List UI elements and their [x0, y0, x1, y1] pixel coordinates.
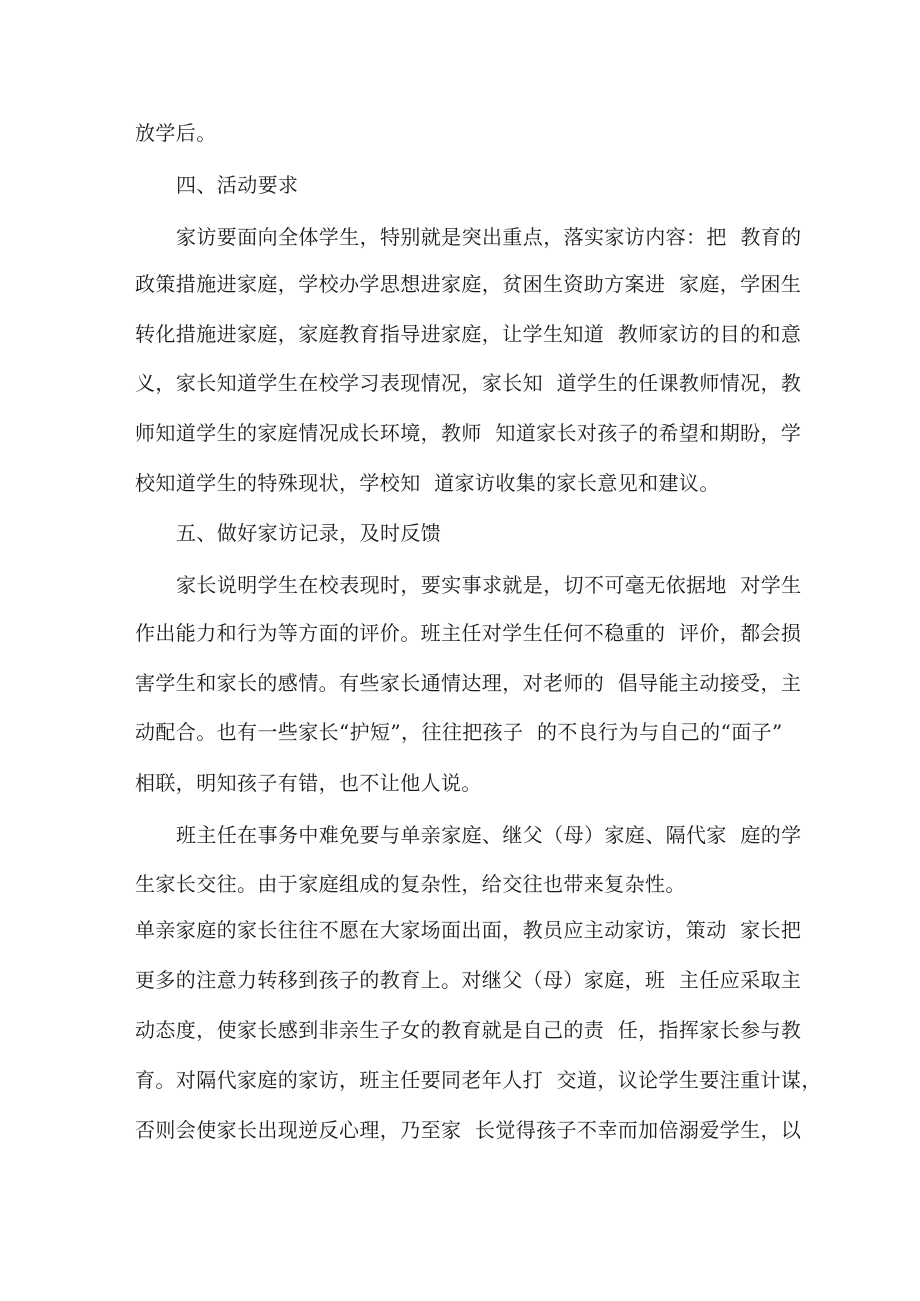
text-line: 生家长交往。由于家庭组成的复杂性，给交往也带来复杂性。 — [135, 872, 686, 896]
text-line: 义，家长知道学生在校学习表现情况，家长知 道学生的任课教师情况，教 — [135, 371, 802, 395]
text-line: 动配合。也有一些家长“护短”，往往把孩子 的不良行为与自己的“面子” — [135, 720, 783, 744]
text-line: 育。对隔代家庭的家访，班主任要同老年人打 交道，议论学生要注重计谋， — [135, 1068, 822, 1092]
text-line: 相联，明知孩子有错，也不让他人说。 — [135, 771, 482, 795]
text-line: 转化措施进家庭，家庭教育指导进家庭，让学生知道 教师家访的目的和意 — [135, 322, 802, 346]
section-heading: 四、活动要求 — [176, 173, 299, 197]
text-line: 作出能力和行为等方面的评价。班主任对学生任何不稳重的 评价，都会损 — [135, 621, 802, 645]
text-line: 师知道学生的家庭情况成长环境，教师 知道家长对孩子的希望和期盼，学 — [135, 421, 802, 445]
section-heading: 五、做好家访记录，及时反馈 — [176, 521, 442, 545]
text-line: 动态度，使家长感到非亲生子女的教育就是自己的责 任，指挥家长参与教 — [135, 1018, 802, 1042]
text-line: 单亲家庭的家长往往不愿在大家场面出面，教员应主动家访，策动 家长把 — [135, 918, 802, 942]
text-line: 放学后。 — [135, 121, 217, 145]
text-line: 否则会使家长出现逆反心理，乃至家 长觉得孩子不幸而加倍溺爱学生，以 — [135, 1118, 802, 1142]
text-line: 家访要面向全体学生，特别就是突出重点，落实家访内容：把 教育的 — [176, 225, 802, 249]
text-line: 政策措施进家庭，学校办学思想进家庭，贫困生资助方案进 家庭，学困生 — [135, 272, 802, 296]
text-line: 害学生和家长的感情。有些家长通情达理，对老师的 倡导能主动接受，主 — [135, 671, 802, 695]
text-line: 家长说明学生在校表现时，要实事求就是，切不可毫无依据地 对学生 — [176, 573, 802, 597]
text-line: 班主任在事务中难免要与单亲家庭、继父（母）家庭、隔代家 庭的学 — [176, 823, 802, 847]
text-line: 更多的注意力转移到孩子的教育上。对继父（母）家庭，班 主任应采取主 — [135, 968, 802, 992]
text-line: 校知道学生的特殊现状，学校知 道家访收集的家长意见和建议。 — [135, 471, 720, 495]
